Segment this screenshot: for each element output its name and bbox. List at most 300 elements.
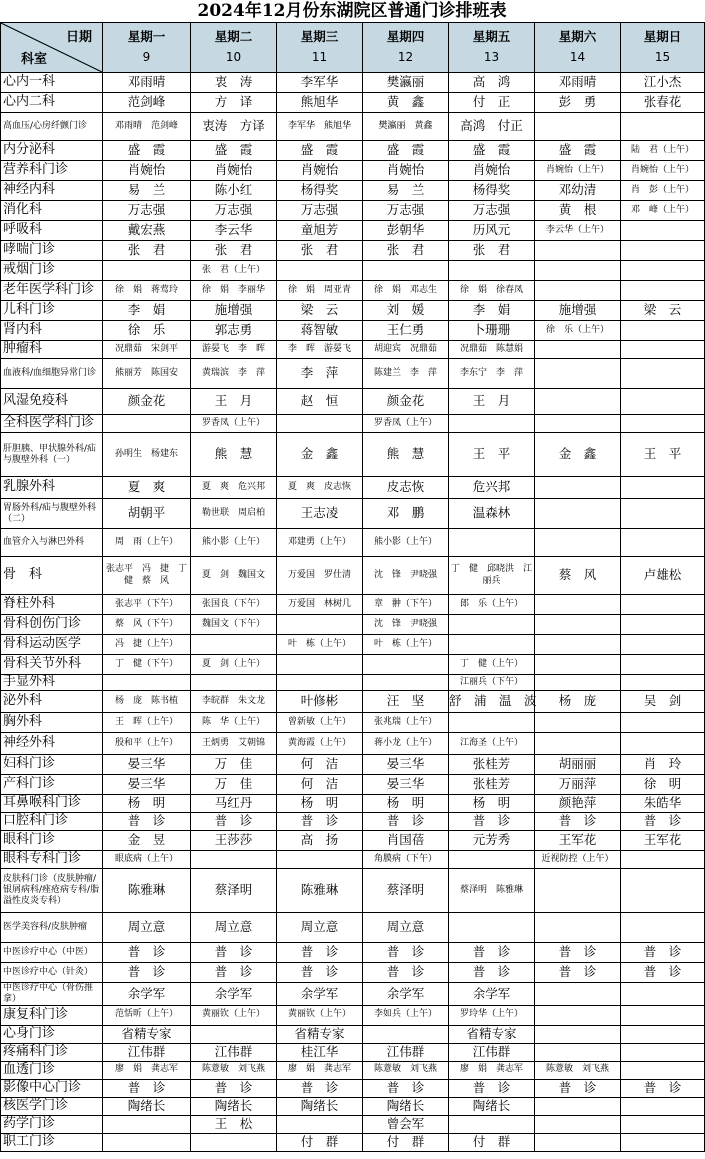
department-cell: 核医学门诊: [1, 1097, 103, 1115]
schedule-cell: 普 诊: [363, 1079, 449, 1097]
header-day-cell: [535, 23, 621, 73]
schedule-cell: 普 诊: [535, 963, 621, 983]
table-row: [1, 415, 705, 433]
schedule-cell: 危兴邦: [449, 477, 535, 499]
schedule-cell: 李 晖 游晏飞: [277, 341, 363, 359]
schedule-cell: 曾新敏（上午）: [277, 713, 363, 733]
department-cell: 骨 科: [1, 557, 103, 595]
header-weekday: 星期日: [643, 29, 682, 45]
table-row: [1, 1097, 705, 1115]
schedule-cell: [535, 261, 621, 281]
department-cell: 心内一科: [1, 73, 103, 93]
schedule-cell: 肖 玲: [621, 755, 705, 775]
header-corner-cell: [1, 23, 103, 73]
schedule-cell: 李皖群 朱文龙: [191, 691, 277, 713]
schedule-cell: 普 诊: [449, 943, 535, 963]
schedule-cell: 陈薏敏 刘飞燕: [363, 1061, 449, 1079]
schedule-cell: 郭志勇: [191, 321, 277, 341]
schedule-cell: [621, 615, 705, 635]
schedule-table: [0, 22, 705, 1152]
schedule-cell: 余学军: [103, 983, 191, 1006]
header-date: 14: [569, 49, 586, 64]
schedule-cell: 张兆瑞（上午）: [363, 713, 449, 733]
department-cell: 胃肠外科/疝与腹壁外科（二）: [1, 499, 103, 529]
schedule-cell: 沈 锋 尹晓强: [363, 557, 449, 595]
schedule-cell: 张春花: [621, 93, 705, 113]
department-cell: 胸外科: [1, 713, 103, 733]
schedule-cell: 盛 霞: [363, 141, 449, 161]
schedule-cell: 卜珊珊: [449, 321, 535, 341]
schedule-cell: 夏 剑 魏国文: [191, 557, 277, 595]
department-cell: 内分泌科: [1, 141, 103, 161]
header-date: 9: [142, 49, 151, 64]
department-cell: 老年医学科门诊: [1, 281, 103, 301]
schedule-cell: 肖婉怡: [363, 161, 449, 181]
schedule-cell: [535, 1025, 621, 1043]
schedule-cell: 况鼎茹 陈慧娟: [449, 341, 535, 359]
schedule-cell: [621, 221, 705, 241]
schedule-cell: [535, 983, 621, 1006]
header-weekday: 星期一: [127, 29, 166, 45]
schedule-cell: 李 娟: [449, 301, 535, 321]
schedule-cell: [621, 869, 705, 913]
schedule-cell: 梁 云: [621, 301, 705, 321]
schedule-cell: [621, 983, 705, 1006]
schedule-cell: 罗香凤（上午）: [363, 415, 449, 433]
schedule-cell: [535, 113, 621, 141]
schedule-cell: 叶 栋（上午）: [277, 635, 363, 655]
schedule-cell: [449, 615, 535, 635]
schedule-cell: 王 松: [191, 1115, 277, 1133]
schedule-cell: [103, 415, 191, 433]
schedule-cell: 江伟群: [191, 1043, 277, 1061]
schedule-cell: 肖 彭（上午）: [621, 181, 705, 201]
schedule-cell: 付 正: [449, 93, 535, 113]
schedule-cell: [449, 529, 535, 557]
table-row: [1, 1005, 705, 1025]
schedule-cell: 角膜病（下午）: [363, 851, 449, 869]
table-row: [1, 755, 705, 775]
department-cell: 脊柱外科: [1, 595, 103, 615]
table-row: [1, 433, 705, 477]
department-cell: 乳腺外科: [1, 477, 103, 499]
schedule-cell: [621, 1115, 705, 1133]
department-cell: 戒烟门诊: [1, 261, 103, 281]
schedule-cell: 省精专家: [449, 1025, 535, 1043]
schedule-cell: 万志强: [191, 201, 277, 221]
schedule-cell: 皮志恢: [363, 477, 449, 499]
table-row: [1, 557, 705, 595]
department-cell: 风湿免疫科: [1, 389, 103, 415]
schedule-cell: 廖 娟 龚志军: [449, 1061, 535, 1079]
schedule-cell: 蔡泽明 陈雅琳: [449, 869, 535, 913]
schedule-cell: 马红丹: [191, 795, 277, 813]
schedule-cell: 曾会军: [363, 1115, 449, 1133]
schedule-cell: [535, 499, 621, 529]
schedule-cell: 范恬昕（上午）: [103, 1005, 191, 1025]
schedule-cell: [363, 675, 449, 691]
schedule-cell: 万志强: [363, 201, 449, 221]
schedule-cell: [535, 529, 621, 557]
schedule-cell: [277, 415, 363, 433]
schedule-cell: [449, 1115, 535, 1133]
header-day-cell: [363, 23, 449, 73]
table-row: [1, 1115, 705, 1133]
schedule-cell: 李 娟: [103, 301, 191, 321]
schedule-cell: 余学军: [449, 983, 535, 1006]
schedule-cell: 夏 爽: [103, 477, 191, 499]
schedule-cell: 蔡 风: [535, 557, 621, 595]
schedule-cell: [103, 261, 191, 281]
schedule-cell: 普 诊: [621, 1079, 705, 1097]
schedule-cell: [191, 635, 277, 655]
header-weekday: 星期三: [300, 29, 339, 45]
schedule-cell: 王莎莎: [191, 831, 277, 851]
schedule-cell: [277, 1115, 363, 1133]
schedule-cell: 陶绪长: [277, 1097, 363, 1115]
department-cell: 中医诊疗中心（中医）: [1, 943, 103, 963]
schedule-cell: 丁 健（下午）: [103, 655, 191, 675]
department-cell: 骨科创伤门诊: [1, 615, 103, 635]
schedule-cell: [535, 1133, 621, 1151]
schedule-cell: 李如兵（上午）: [363, 1005, 449, 1025]
schedule-cell: 李云华（上午）: [535, 221, 621, 241]
table-row: [1, 321, 705, 341]
schedule-cell: 普 诊: [535, 813, 621, 831]
schedule-cell: [535, 415, 621, 433]
schedule-cell: 陈雅琳: [277, 869, 363, 913]
schedule-cell: 邓 鹏: [363, 499, 449, 529]
header-day-cell: [277, 23, 363, 73]
schedule-cell: 万 佳: [191, 755, 277, 775]
department-cell: 眼科专科门诊: [1, 851, 103, 869]
header-date: 11: [311, 49, 328, 64]
schedule-cell: 况鼎茹 宋剑平: [103, 341, 191, 359]
schedule-cell: 普 诊: [449, 813, 535, 831]
schedule-cell: [621, 635, 705, 655]
schedule-cell: [535, 477, 621, 499]
schedule-cell: 张桂芳: [449, 755, 535, 775]
schedule-cell: [449, 913, 535, 943]
schedule-cell: 余学军: [277, 983, 363, 1006]
schedule-cell: [449, 635, 535, 655]
schedule-cell: [449, 415, 535, 433]
schedule-cell: 付 群: [277, 1133, 363, 1151]
header-day-cell: [621, 23, 705, 73]
schedule-cell: [535, 675, 621, 691]
schedule-cell: 胡迎宾 况鼎茹: [363, 341, 449, 359]
schedule-cell: [535, 595, 621, 615]
department-cell: 影像中心门诊: [1, 1079, 103, 1097]
table-row: [1, 499, 705, 529]
schedule-cell: 普 诊: [277, 1079, 363, 1097]
schedule-cell: 罗香凤（上午）: [191, 415, 277, 433]
schedule-cell: 廖 娟 龚志军: [277, 1061, 363, 1079]
schedule-cell: 徐 娟 周亚青: [277, 281, 363, 301]
schedule-cell: [621, 733, 705, 755]
table-row: [1, 913, 705, 943]
schedule-cell: 方 译: [191, 93, 277, 113]
schedule-cell: 王 月: [191, 389, 277, 415]
schedule-cell: [535, 869, 621, 913]
table-row: [1, 691, 705, 713]
schedule-cell: 叶 栋（上午）: [363, 635, 449, 655]
schedule-cell: 张志平 冯 捷 丁 健 蔡 风: [103, 557, 191, 595]
schedule-cell: [535, 359, 621, 389]
schedule-cell: 丁 健（上午）: [449, 655, 535, 675]
schedule-cell: [535, 341, 621, 359]
schedule-cell: 施增强: [535, 301, 621, 321]
schedule-cell: [277, 655, 363, 675]
table-row: [1, 675, 705, 691]
department-cell: 口腔科门诊: [1, 813, 103, 831]
schedule-cell: 勒世联 周启柏: [191, 499, 277, 529]
schedule-cell: 杨 明: [449, 795, 535, 813]
schedule-cell: 邓雨晴: [103, 73, 191, 93]
schedule-cell: [621, 851, 705, 869]
schedule-cell: [277, 675, 363, 691]
schedule-cell: 晏三华: [363, 775, 449, 795]
schedule-cell: [535, 713, 621, 733]
schedule-cell: 邓雨晴 范剑峰: [103, 113, 191, 141]
schedule-cell: 王炳勇 艾朝锦: [191, 733, 277, 755]
schedule-cell: [449, 261, 535, 281]
schedule-cell: 万志强: [103, 201, 191, 221]
department-cell: 中医诊疗中心（骨伤推拿）: [1, 983, 103, 1006]
schedule-cell: 熊小影（上午）: [191, 529, 277, 557]
schedule-cell: 肖婉怡: [103, 161, 191, 181]
schedule-cell: 万 佳: [191, 775, 277, 795]
department-cell: 妇科门诊: [1, 755, 103, 775]
schedule-cell: 张 君: [449, 241, 535, 261]
schedule-cell: [363, 655, 449, 675]
department-cell: 血透门诊: [1, 1061, 103, 1079]
schedule-cell: [621, 529, 705, 557]
schedule-cell: 徐 娟 邓志生: [363, 281, 449, 301]
table-row: [1, 831, 705, 851]
department-cell: 疼痛科门诊: [1, 1043, 103, 1061]
schedule-cell: 元芳秀: [449, 831, 535, 851]
table-row: [1, 141, 705, 161]
schedule-cell: [103, 1115, 191, 1133]
table-row: [1, 1133, 705, 1151]
schedule-cell: [621, 415, 705, 433]
department-cell: 手显外科: [1, 675, 103, 691]
schedule-cell: 江丽兵（下午）: [449, 675, 535, 691]
schedule-cell: 肖婉怡: [191, 161, 277, 181]
schedule-cell: 万爱国 林树几: [277, 595, 363, 615]
department-cell: 血管介入与淋巴外科: [1, 529, 103, 557]
schedule-cell: 普 诊: [191, 1079, 277, 1097]
table-row: [1, 73, 705, 93]
schedule-cell: 黄丽钦（上午）: [277, 1005, 363, 1025]
schedule-cell: 李东宁 李 萍: [449, 359, 535, 389]
schedule-cell: 普 诊: [191, 963, 277, 983]
schedule-cell: 蔡泽明: [191, 869, 277, 913]
schedule-cell: 陶绪长: [103, 1097, 191, 1115]
schedule-cell: 陈薏敏 刘飞燕: [191, 1061, 277, 1079]
schedule-cell: 金 昱: [103, 831, 191, 851]
schedule-cell: 蒋小龙（上午）: [363, 733, 449, 755]
schedule-cell: 黄 根: [535, 201, 621, 221]
schedule-cell: 陈薏敏 刘飞燕: [535, 1061, 621, 1079]
schedule-cell: 江小杰: [621, 73, 705, 93]
schedule-cell: 盛 霞: [191, 141, 277, 161]
department-cell: 骨科关节外科: [1, 655, 103, 675]
schedule-cell: 熊 慧: [191, 433, 277, 477]
schedule-cell: 陈建兰 李 萍: [363, 359, 449, 389]
schedule-cell: [621, 655, 705, 675]
schedule-cell: [535, 1115, 621, 1133]
schedule-cell: 夏 爽 危兴邦: [191, 477, 277, 499]
schedule-cell: [449, 851, 535, 869]
department-cell: 儿科门诊: [1, 301, 103, 321]
department-cell: 肿瘤科: [1, 341, 103, 359]
table-row: [1, 221, 705, 241]
table-row: [1, 359, 705, 389]
schedule-cell: 张桂芳: [449, 775, 535, 795]
schedule-cell: 余学军: [363, 983, 449, 1006]
header-weekday: 星期四: [386, 29, 425, 45]
header-date: 15: [654, 49, 671, 64]
schedule-cell: 万志强: [277, 201, 363, 221]
schedule-cell: 付 群: [449, 1133, 535, 1151]
department-cell: 全科医学科门诊: [1, 415, 103, 433]
schedule-cell: 丁 健 邱晓洪 江丽兵: [449, 557, 535, 595]
department-cell: 皮肤科门诊（皮肤肿瘤/银屑病科/痤疮病专科/脂溢性皮炎专科）: [1, 869, 103, 913]
schedule-cell: 易 兰: [363, 181, 449, 201]
schedule-cell: 付 群: [363, 1133, 449, 1151]
department-cell: 产科门诊: [1, 775, 103, 795]
department-cell: 肾内科: [1, 321, 103, 341]
schedule-cell: 杨得奖: [449, 181, 535, 201]
schedule-cell: [535, 733, 621, 755]
schedule-cell: 江海圣（上午）: [449, 733, 535, 755]
schedule-cell: 王军花: [535, 831, 621, 851]
schedule-cell: 省精专家: [103, 1025, 191, 1043]
schedule-cell: 高鸿 付正: [449, 113, 535, 141]
schedule-cell: [621, 595, 705, 615]
schedule-cell: 江伟群: [103, 1043, 191, 1061]
schedule-cell: 普 诊: [449, 1079, 535, 1097]
schedule-cell: [449, 713, 535, 733]
department-cell: 耳鼻喉科门诊: [1, 795, 103, 813]
header-weekday: 星期二: [214, 29, 253, 45]
schedule-cell: 陈 华（上午）: [191, 713, 277, 733]
table-row: [1, 943, 705, 963]
schedule-cell: 熊丽芳 陈国安: [103, 359, 191, 389]
schedule-cell: 杨 庞: [535, 691, 621, 713]
schedule-cell: 徐 乐: [103, 321, 191, 341]
schedule-cell: 何 洁: [277, 775, 363, 795]
schedule-cell: 王军花: [621, 831, 705, 851]
table-row: [1, 389, 705, 415]
table-row: [1, 795, 705, 813]
schedule-cell: [277, 615, 363, 635]
schedule-cell: 普 诊: [621, 963, 705, 983]
header-date-label: 日期: [65, 30, 92, 45]
schedule-cell: 罗玲华（上午）: [449, 1005, 535, 1025]
department-cell: 肝胆胰、甲状腺外科/疝与腹壁外科（一）: [1, 433, 103, 477]
page-title: 2024年12月份东湖院区普通门诊排班表: [197, 1, 507, 21]
schedule-cell: [621, 261, 705, 281]
table-row: [1, 113, 705, 141]
schedule-cell: 普 诊: [191, 943, 277, 963]
schedule-cell: 邓建勇（上午）: [277, 529, 363, 557]
table-row: [1, 529, 705, 557]
schedule-cell: 徐 娟 蒋莺玲: [103, 281, 191, 301]
department-cell: 心内二科: [1, 93, 103, 113]
table-row: [1, 869, 705, 913]
schedule-cell: 普 诊: [191, 813, 277, 831]
schedule-cell: 普 诊: [535, 943, 621, 963]
schedule-cell: 陆 君（上午）: [621, 141, 705, 161]
schedule-cell: 熊旭华: [277, 93, 363, 113]
schedule-cell: 杨 庞 陈书植: [103, 691, 191, 713]
table-row: [1, 161, 705, 181]
schedule-cell: 杨得奖: [277, 181, 363, 201]
table-row: [1, 655, 705, 675]
schedule-cell: 万志强: [449, 201, 535, 221]
schedule-cell: [191, 1025, 277, 1043]
schedule-cell: 张 君: [277, 241, 363, 261]
schedule-cell: [535, 1043, 621, 1061]
schedule-cell: 童旭芳: [277, 221, 363, 241]
table-row: [1, 93, 705, 113]
schedule-cell: 肖婉怡（上午）: [535, 161, 621, 181]
schedule-cell: 盛 霞: [277, 141, 363, 161]
schedule-cell: 徐 娟 李丽华: [191, 281, 277, 301]
schedule-cell: 普 诊: [103, 813, 191, 831]
schedule-cell: [621, 389, 705, 415]
schedule-cell: [621, 1005, 705, 1025]
schedule-cell: 晏三华: [103, 755, 191, 775]
table-row: [1, 281, 705, 301]
schedule-cell: 余学军: [191, 983, 277, 1006]
schedule-cell: 李云华: [191, 221, 277, 241]
department-cell: 血液科/血细胞异常门诊: [1, 359, 103, 389]
schedule-cell: 陶绪长: [449, 1097, 535, 1115]
schedule-cell: 戴宏燕: [103, 221, 191, 241]
department-cell: 心身门诊: [1, 1025, 103, 1043]
schedule-cell: 普 诊: [103, 1079, 191, 1097]
schedule-cell: [277, 851, 363, 869]
schedule-cell: 张 君: [103, 241, 191, 261]
schedule-cell: 郎 乐（上午）: [449, 595, 535, 615]
schedule-cell: 陈小红: [191, 181, 277, 201]
schedule-cell: 徐 乐（上午）: [535, 321, 621, 341]
table-row: [1, 813, 705, 831]
schedule-cell: 普 诊: [621, 813, 705, 831]
schedule-cell: [621, 341, 705, 359]
schedule-cell: 殷和平（上午）: [103, 733, 191, 755]
department-cell: 营养科门诊: [1, 161, 103, 181]
schedule-cell: 夏 爽 皮志恢: [277, 477, 363, 499]
schedule-cell: 王 平: [449, 433, 535, 477]
schedule-cell: 王 平: [621, 433, 705, 477]
department-cell: 哮喘门诊: [1, 241, 103, 261]
header-day-cell: [103, 23, 191, 73]
department-cell: 呼吸科: [1, 221, 103, 241]
schedule-cell: 张 君: [191, 241, 277, 261]
header-day-cell: [191, 23, 277, 73]
schedule-cell: 杨 明: [103, 795, 191, 813]
department-cell: 医学美容科/皮肤肿瘤: [1, 913, 103, 943]
table-row: [1, 261, 705, 281]
schedule-cell: 周立意: [277, 913, 363, 943]
schedule-cell: 盛 霞: [535, 141, 621, 161]
department-cell: 职工门诊: [1, 1133, 103, 1151]
